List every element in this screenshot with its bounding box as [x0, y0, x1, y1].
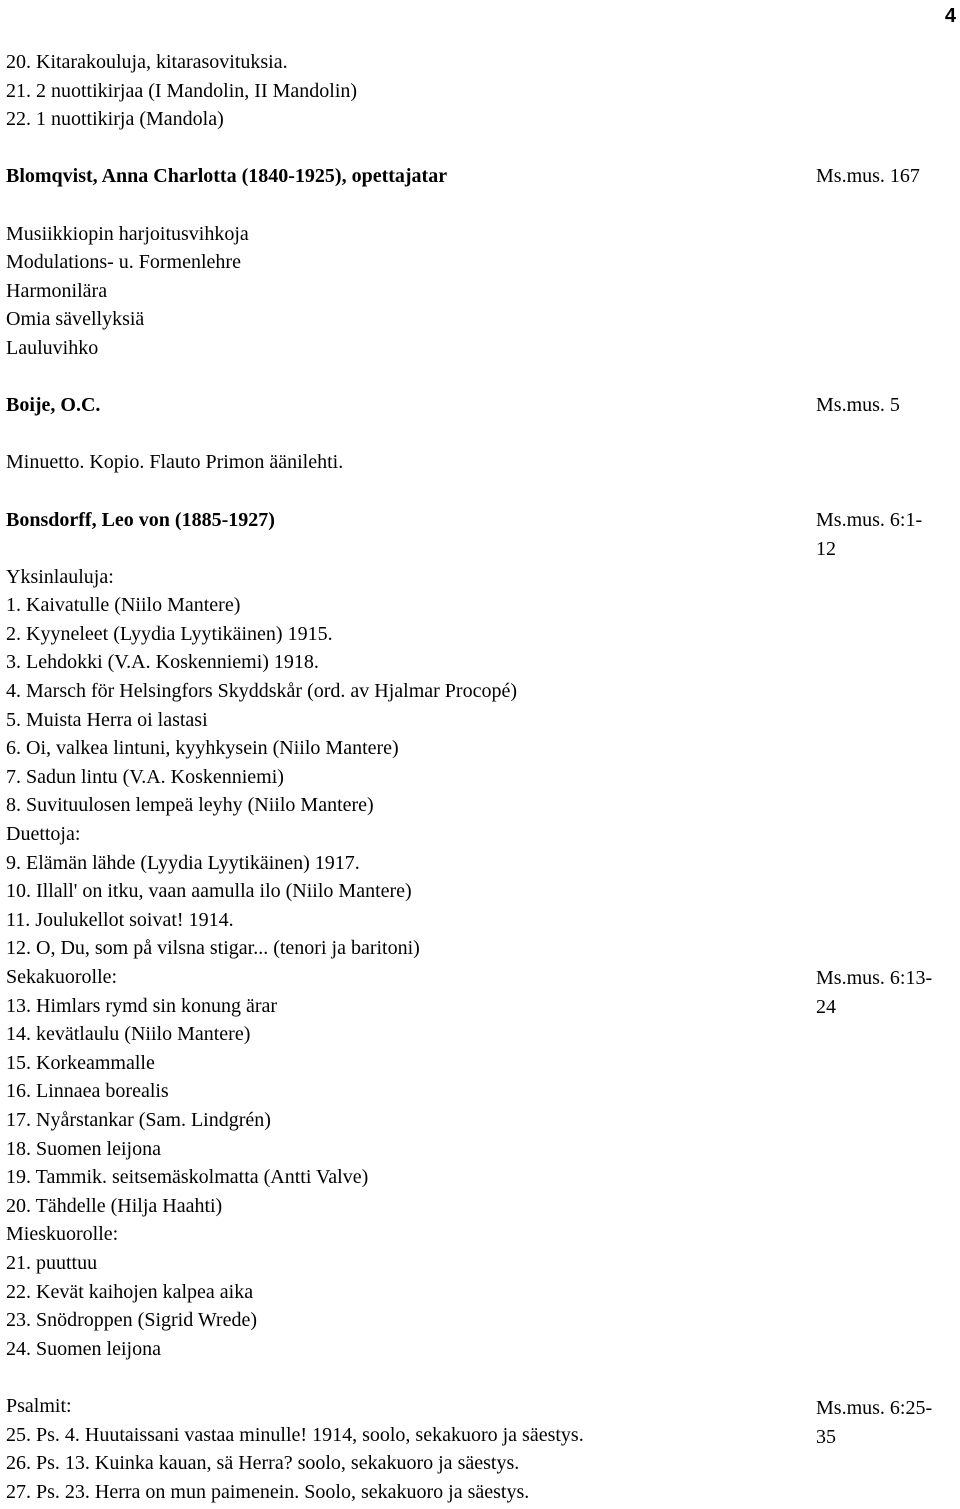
shelfmark-continued: 35 [816, 1426, 836, 1448]
list-item: Mieskuorolle: [6, 1223, 119, 1246]
list-item: 16. Linnaea borealis [6, 1080, 169, 1103]
entry-heading-boije: Boije, O.C. [6, 394, 101, 417]
shelfmark-continued: 24 [816, 996, 836, 1018]
list-item: 25. Ps. 4. Huutaissani vastaa minulle! 1914, soolo, sekakuoro ja säestys. [6, 1423, 584, 1446]
list-item: 1. Kaivatulle (Niilo Mantere) [6, 594, 241, 617]
list-item: 18. Suomen leijona [6, 1137, 161, 1160]
list-item: 20. Tähdelle (Hilja Haahti) [6, 1194, 223, 1217]
list-item: 8. Suvituulosen lempeä leyhy (Niilo Mantere) [6, 794, 374, 817]
shelfmark: Ms.mus. 6:25- [816, 1397, 933, 1419]
shelfmark: Ms.mus. 167 [816, 165, 920, 187]
shelfmark: Ms.mus. 6:13- [816, 967, 933, 989]
list-item: 14. kevätlaulu (Niilo Mantere) [6, 1023, 251, 1046]
list-item: 27. Ps. 23. Herra on mun paimenein. Soolo, sekakuoro ja säestys. [6, 1480, 530, 1503]
list-item: Musiikkiopin harjoitusvihkoja [6, 222, 249, 245]
list-item: Yksinlauluja: [6, 565, 114, 588]
list-item: 7. Sadun lintu (V.A. Koskenniemi) [6, 765, 284, 788]
list-item: 11. Joulukellot soivat! 1914. [6, 908, 234, 931]
list-item: Psalmit: [6, 1394, 72, 1417]
list-item: 20. Kitarakouluja, kitarasovituksia. [6, 51, 288, 73]
list-item: 22. Kevät kaihojen kalpea aika [6, 1280, 254, 1303]
document-body [6, 48, 806, 1506]
list-item: Harmonilära [6, 279, 108, 302]
entry-heading-blomqvist: Blomqvist, Anna Charlotta (1840-1925), opettajatar [6, 165, 448, 188]
list-item: 26. Ps. 13. Kuinka kauan, sä Herra? soolo, sekakuoro ja säestys. [6, 1452, 520, 1475]
list-item: 22. 1 nuottikirja (Mandola) [6, 108, 224, 131]
list-item: 21. puuttuu [6, 1251, 98, 1274]
list-item: Lauluvihko [6, 336, 99, 359]
list-item: Duettoja: [6, 823, 81, 846]
list-item: 13. Himlars rymd sin konung ärar [6, 994, 278, 1017]
list-item: Minuetto. Kopio. Flauto Primon äänilehti. [6, 451, 344, 474]
list-item: Modulations- u. Formenlehre [6, 251, 241, 274]
shelfmark: Ms.mus. 5 [816, 394, 900, 416]
list-item: 21. 2 nuottikirjaa (I Mandolin, II Mandolin) [6, 79, 358, 102]
list-item: 5. Muista Herra oi lastasi [6, 708, 208, 731]
list-item: 3. Lehdokki (V.A. Koskenniemi) 1918. [6, 651, 319, 674]
list-item: 12. O, Du, som på vilsna stigar... (tenori ja baritoni) [6, 937, 420, 960]
list-item: 4. Marsch för Helsingfors Skyddskår (ord. av Hjalmar Procopé) [6, 680, 517, 703]
list-item: 6. Oi, valkea lintuni, kyyhkysein (Niilo Mantere) [6, 737, 399, 760]
list-item: 10. Illall' on itku, vaan aamulla ilo (Niilo Mantere) [6, 880, 412, 903]
list-item: 24. Suomen leijona [6, 1337, 161, 1360]
list-item: 9. Elämän lähde (Lyydia Lyytikäinen) 1917. [6, 851, 360, 874]
list-item: Sekakuorolle: [6, 966, 118, 988]
shelfmark: Ms.mus. 6:1- [816, 509, 923, 531]
list-item: 19. Tammik. seitsemäskolmatta (Antti Valve) [6, 1166, 369, 1189]
list-item: 15. Korkeammalle [6, 1051, 155, 1074]
list-item: 23. Snödroppen (Sigrid Wrede) [6, 1309, 258, 1332]
entry-heading-bonsdorff: Bonsdorff, Leo von (1885-1927) [6, 508, 275, 531]
list-item: 2. Kyyneleet (Lyydia Lyytikäinen) 1915. [6, 622, 333, 645]
list-item: Omia sävellyksiä [6, 308, 145, 331]
list-item: 17. Nyårstankar (Sam. Lindgrén) [6, 1108, 271, 1131]
shelfmark-continued: 12 [816, 538, 836, 560]
page-number: 4 [944, 5, 956, 27]
